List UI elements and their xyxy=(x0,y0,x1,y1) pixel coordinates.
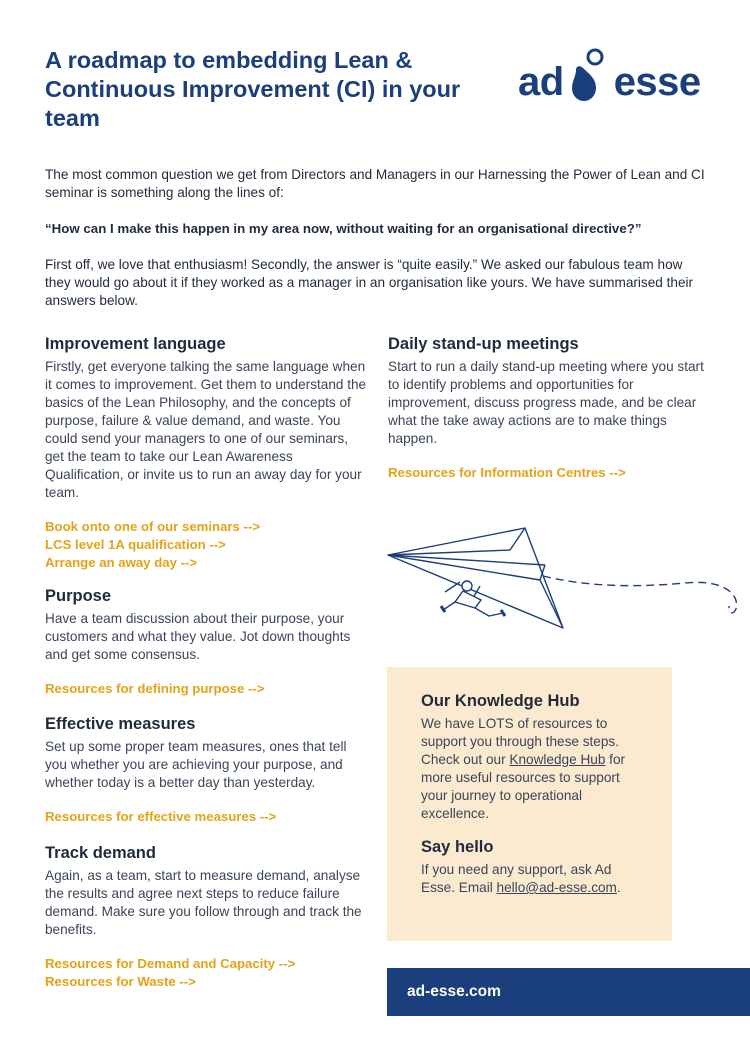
section-heading: Track demand xyxy=(45,844,156,862)
section-heading: Purpose xyxy=(45,587,112,605)
section-heading: Effective measures xyxy=(45,715,196,733)
hub-body-before: We have LOTS of resources to support you through these steps. Check out our xyxy=(421,716,619,767)
demand-capacity-link[interactable]: Resources for Demand and Capacity --> xyxy=(45,956,296,971)
knowledge-hub-panel xyxy=(387,667,672,941)
say-hello-body xyxy=(421,861,646,897)
intro-answer: First off, we love that enthusiasm! Secondly, the answer is “quite easily.” We asked our fabulous team how they would go about it if they worked as a manager in an organisation like yours. We have summarised their answers below. xyxy=(45,257,694,308)
say-hello-section xyxy=(421,837,646,897)
hub-body-after: for more useful resources to support your journey to operational excellence. xyxy=(421,752,626,821)
section-improvement-language xyxy=(45,334,370,572)
intro-paragraph: The most common question we get from Directors and Managers in our Harnessing the Power of Lean and CI seminar is something along the lines of: xyxy=(45,167,705,200)
section-daily-standup xyxy=(388,334,708,482)
section-body: Firstly, get everyone talking the same language when it comes to improvement. Get them to understand the basics of the Lean Philosophy, and the concepts of purpose, failure & value demand, and waste. You could send your managers to one of our seminars, get the team to take our Lean Awareness Qualification, or invite us to run an away day for your team. xyxy=(45,359,367,500)
page-title: A roadmap to embedding Lean & Continuous Improvement (CI) in your team xyxy=(45,47,461,131)
book-seminar-link[interactable]: Book onto one of our seminars --> xyxy=(45,519,261,534)
information-centres-link[interactable]: Resources for Information Centres --> xyxy=(388,465,626,480)
section-body: Set up some proper team measures, ones that tell you whether you are achieving your purpose, and whether today is a better day than yesterday. xyxy=(45,739,347,790)
knowledge-hub-body xyxy=(421,715,646,823)
purpose-resources-link[interactable]: Resources for defining purpose --> xyxy=(45,681,265,696)
email-link[interactable]: hello@ad-esse.com xyxy=(496,880,617,895)
intro-quote: “How can I make this happen in my area now, without waiting for an organisational directive?” xyxy=(45,221,642,236)
section-body: Have a team discussion about their purpose, your customers and what they value. Jot down thoughts and get some consensus. xyxy=(45,611,351,662)
logo-text-esse: esse xyxy=(613,60,701,104)
website-link[interactable]: ad-esse.com xyxy=(407,983,501,1000)
measures-resources-link[interactable]: Resources for effective measures --> xyxy=(45,809,277,824)
say-hello-end: . xyxy=(616,880,621,895)
waste-resources-link[interactable]: Resources for Waste --> xyxy=(45,974,196,989)
section-body: Again, as a team, start to measure demand, analyse the results and agree next steps to reduce failure demand. Make sure you follow through and track the benefits. xyxy=(45,868,362,937)
section-effective-measures xyxy=(45,714,370,826)
knowledge-hub-section xyxy=(421,691,646,823)
lcs-qualification-link[interactable]: LCS level 1A qualification --> xyxy=(45,537,226,552)
footer-website-bar[interactable] xyxy=(387,968,750,1016)
section-heading: Improvement language xyxy=(45,335,226,353)
away-day-link[interactable]: Arrange an away day --> xyxy=(45,555,198,570)
section-heading: Daily stand-up meetings xyxy=(388,335,579,353)
say-hello-text: If you need any support, ask Ad Esse. Email xyxy=(421,862,612,895)
section-body: Start to run a daily stand-up meeting where you start to identify problems and opportunities for improvement, discuss progress made, and be clear what the take away actions are to make things happen. xyxy=(388,359,704,446)
ad-esse-logo xyxy=(518,42,710,102)
section-track-demand xyxy=(45,843,370,991)
logo-drop-icon xyxy=(564,48,614,102)
logo-text-ad: ad xyxy=(518,60,564,104)
section-purpose xyxy=(45,586,370,698)
say-hello-heading: Say hello xyxy=(421,838,494,856)
paper-plane-glider-illustration xyxy=(385,520,750,645)
knowledge-hub-link[interactable]: Knowledge Hub xyxy=(509,752,606,767)
knowledge-hub-heading: Our Knowledge Hub xyxy=(421,692,580,710)
